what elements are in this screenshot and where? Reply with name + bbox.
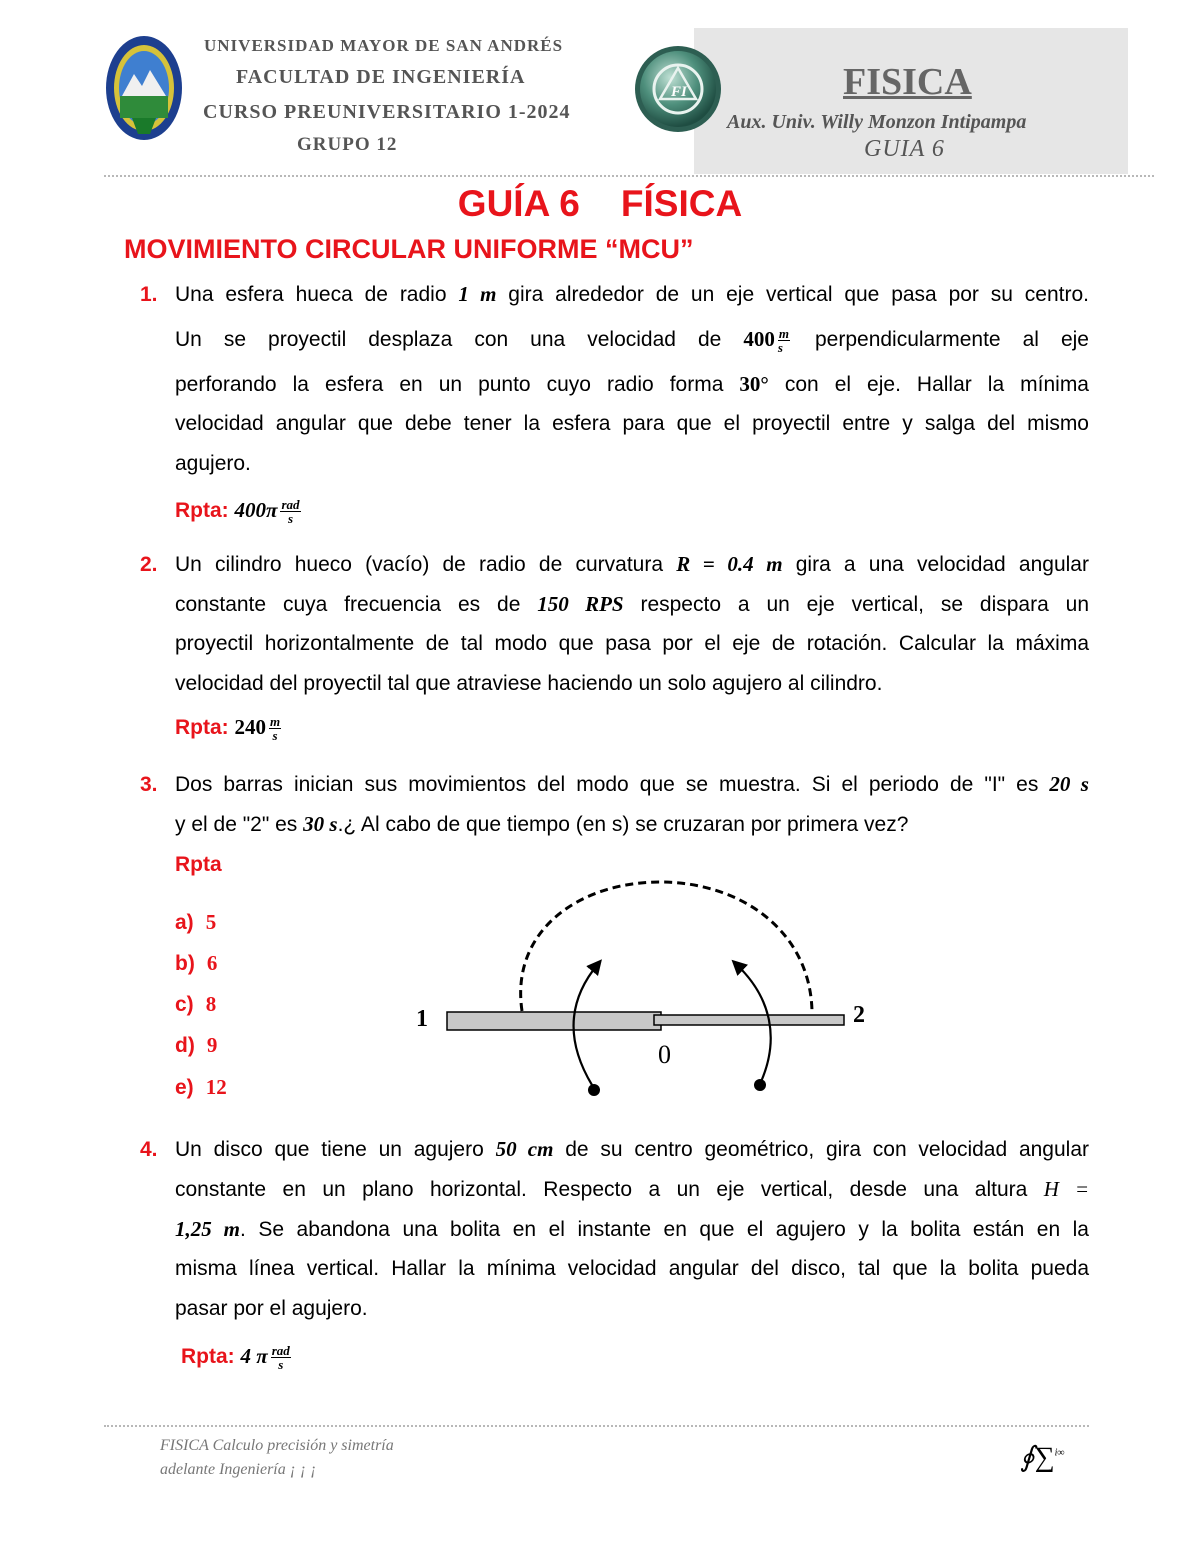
problem-3-text (175, 764, 1089, 844)
problem-2-text (175, 544, 1089, 704)
option-e: e) 12 (175, 1075, 227, 1099)
header-university: UNIVERSIDAD MAYOR DE SAN ANDRÉS (204, 36, 564, 55)
text-line: pasar por el agujero. (175, 1297, 368, 1320)
text-line: misma línea vertical. Hallar la mínima velocidad angular del disco, tal que la bolita pueda (175, 1257, 1089, 1280)
header-course: CURSO PREUNIVERSITARIO 1-2024 (203, 101, 571, 123)
page-title: GUÍA 6 FÍSICA (457, 183, 743, 224)
text-line: y el de "2" es 30 s.¿ Al cabo de que tiempo (en s) se cruzaran por primera vez? (175, 812, 909, 836)
footer-divider (104, 1425, 1089, 1427)
option-b: b) 6 (175, 951, 218, 975)
pivot-dot-right (754, 1079, 766, 1091)
problem-1-answer: Rpta: 400π $\frac{\text{rad}}{s}$ (175, 497, 300, 526)
velocity-unit-fraction: $\frac{m}{s}$ (777, 325, 789, 355)
footer-line-2: adelante Ingeniería ¡ ¡ ¡ (160, 1461, 317, 1478)
text-line: Un se proyectil desplaza con una velocidad de 400 $\frac{m}{s}$ perpendicularmente al eje (175, 325, 1089, 355)
header-guide: GUIA 6 (864, 136, 945, 162)
rotating-bars-figure (400, 870, 890, 1110)
problem-4-text (175, 1129, 1089, 1329)
problem-4-answer: Rpta: 4 π $\frac{\text{rad}}{s}$ (181, 1343, 290, 1372)
header-group: GRUPO 12 (297, 134, 398, 155)
text-line: velocidad del proyectil tal que atraviese haciendo un solo agujero al cilindro. (175, 672, 883, 695)
pivot-dot-left (588, 1084, 600, 1096)
text-line: agujero. (175, 452, 251, 475)
center-label: 0 (658, 1040, 671, 1069)
header-subject: FISICA (843, 61, 972, 103)
header-faculty: FACULTAD DE INGENIERÍA (236, 66, 526, 88)
text-line: 1,25 m. Se abandona una bolita en el instante en que el agujero y la bolita están en la (175, 1217, 1089, 1241)
footer-math-symbol: ∮∑$^{i\infty}$ (1020, 1442, 1065, 1473)
text-line: velocidad angular que debe tener la esfera para que el proyectil entre y salga del mismo (175, 412, 1089, 435)
faculty-logo-text: FI (671, 84, 687, 100)
dashed-arc (521, 882, 812, 1011)
text-line: constante cuya frecuencia es de 150 RPS respecto a un eje vertical, se dispara un (175, 592, 1089, 616)
option-c: c) 8 (175, 992, 217, 1016)
text-line: constante en un plano horizontal. Respecto a un eje vertical, desde una altura H = (175, 1177, 1089, 1201)
problem-3-number: 3. (140, 773, 158, 796)
university-seal-logo (104, 34, 184, 142)
text-line: perforando la esfera en un punto cuyo radio forma 30° con el eje. Hallar la mínima (175, 372, 1089, 396)
problem-2-answer: Rpta: 240 $\frac{m}{s}$ (175, 714, 281, 743)
text-line: Un disco que tiene un agujero 50 cm de su centro geométrico, gira con velocidad angular (175, 1137, 1089, 1161)
section-title: MOVIMIENTO CIRCULAR UNIFORME “MCU” (124, 234, 694, 264)
problem-3-answer-label: Rpta (175, 853, 222, 876)
problem-1-number: 1. (140, 283, 158, 306)
text-line: proyectil horizontalmente de tal modo que pasa por el eje de rotación. Calcular la máxima (175, 632, 1089, 655)
header-divider (104, 175, 1154, 177)
bar-1 (447, 1012, 661, 1030)
header-author: Aux. Univ. Willy Monzon Intipampa (727, 111, 1027, 133)
problem-2-number: 2. (140, 553, 158, 576)
problem-1-text (175, 274, 1089, 484)
problem-4-number: 4. (140, 1138, 158, 1161)
text-line: Un cilindro hueco (vacío) de radio de curvatura R = 0.4 m gira a una velocidad angular (175, 552, 1089, 576)
footer-line-1: FISICA Calculo precisión y simetría (160, 1437, 394, 1454)
text-line: Una esfera hueca de radio 1 m gira alrededor de un eje vertical que pasa por su centro. (175, 282, 1089, 306)
bar-1-label: 1 (416, 1006, 428, 1032)
faculty-logo (633, 44, 723, 134)
option-a: a) 5 (175, 910, 217, 934)
option-d: d) 9 (175, 1033, 218, 1057)
bar-2 (654, 1015, 844, 1025)
bar-2-label: 2 (853, 1002, 865, 1028)
text-line: Dos barras inician sus movimientos del modo que se muestra. Si el periodo de "I" es 20 s (175, 772, 1089, 796)
